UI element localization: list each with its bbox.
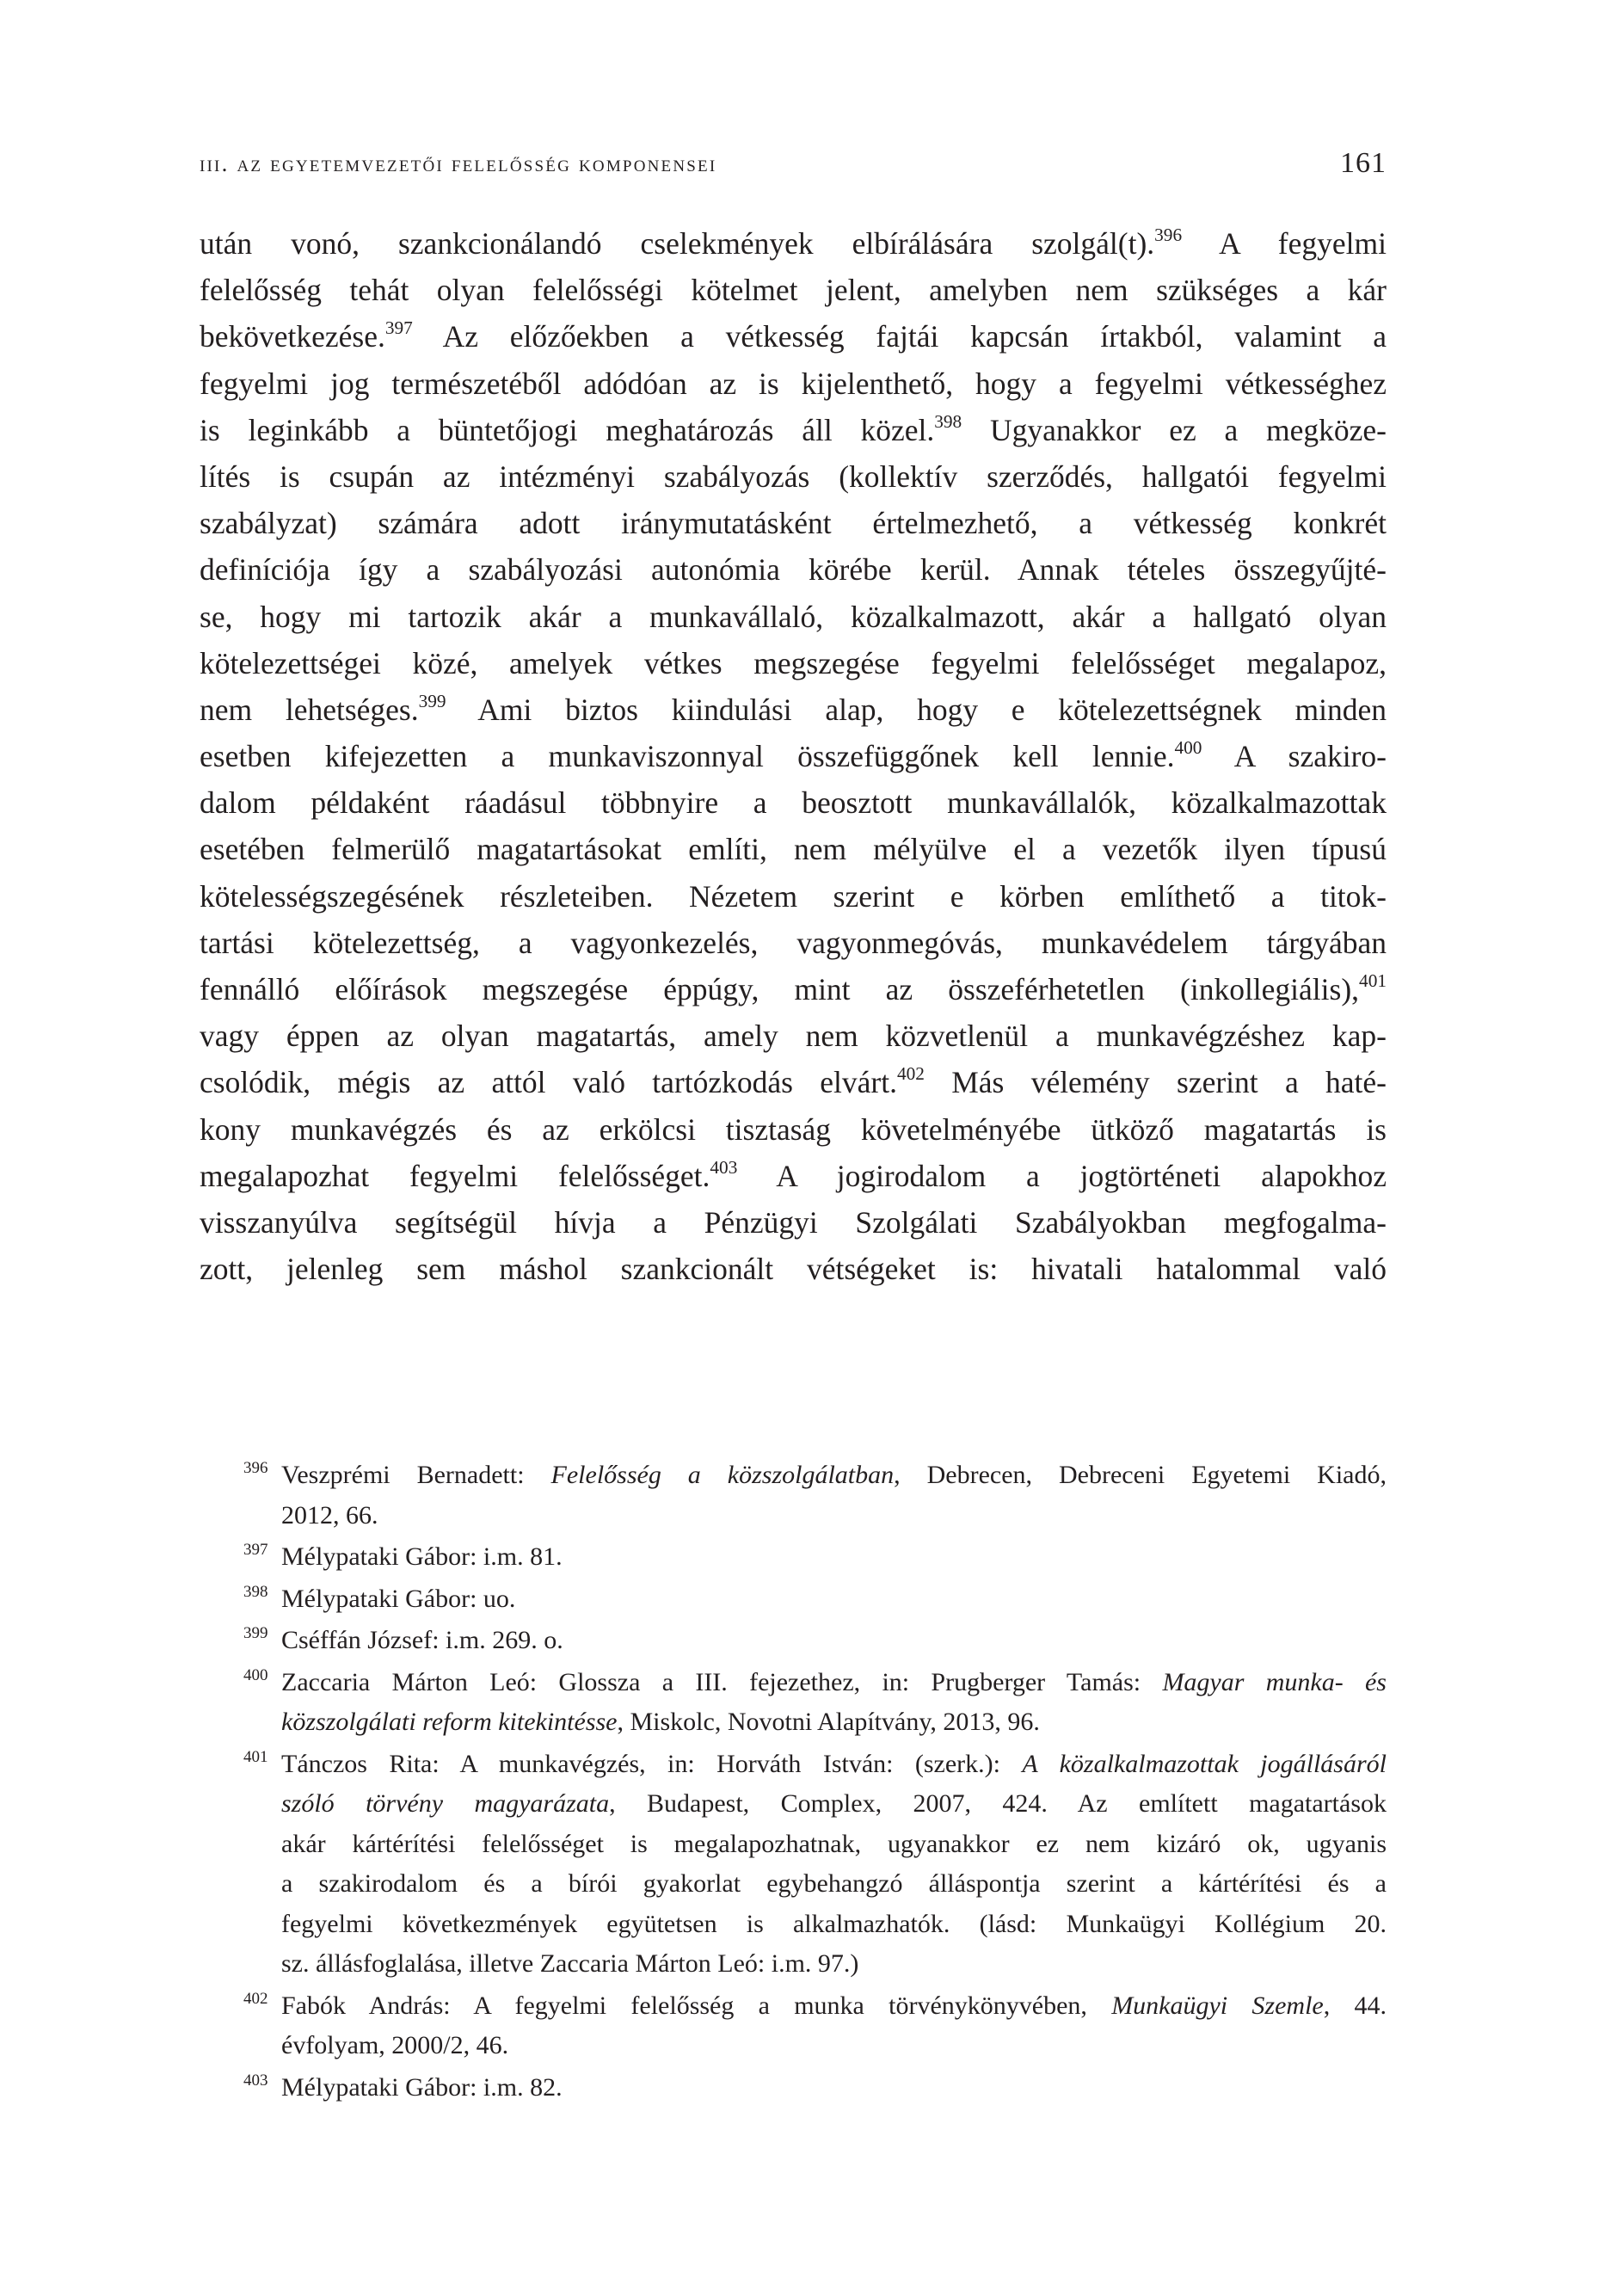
footnote-item bbox=[243, 2068, 1387, 2108]
text-run: , Debrecen, Debreceni Egyetemi Kiadó, bbox=[894, 1461, 1387, 1489]
text-run: kony munkavégzés és az erkölcsi tisztaság követelményébe ütköző magatartás is bbox=[200, 1111, 1387, 1147]
footnote-reference[interactable]: 399 bbox=[418, 690, 446, 711]
text-run: szabályzat) számára adott iránymutatásként értelmezhető, a vétkesség konkrét bbox=[200, 506, 1387, 541]
footnote-reference[interactable]: 402 bbox=[896, 1063, 925, 1085]
footnote-text bbox=[281, 1537, 1387, 1578]
text-run: kötelességszegésének részleteiben. Nézetem szerint e körben említhető a titok- bbox=[200, 878, 1387, 914]
footnotes bbox=[243, 1456, 1387, 2109]
footnote-reference[interactable]: 398 bbox=[934, 410, 962, 432]
text-run: A szakiro- bbox=[1202, 739, 1387, 774]
chapter-title: iii. az egyetemvezetői felelősség komponensei bbox=[200, 151, 717, 176]
footnote-number: 398 bbox=[243, 1582, 268, 1601]
footnote-line bbox=[281, 1579, 1387, 1620]
body-line bbox=[200, 686, 1387, 733]
text-run: , Budapest, Complex, 2007, 424. Az említett magatartások bbox=[609, 1789, 1387, 1818]
footnote-line bbox=[281, 1864, 1387, 1905]
body-line bbox=[200, 407, 1387, 453]
text-run: Ugyanakkor ez a megköze- bbox=[962, 412, 1387, 447]
body-line bbox=[200, 1153, 1387, 1199]
footnote-item bbox=[243, 1663, 1387, 1743]
text-run: A jogirodalom a jogtörténeti alapokhoz bbox=[737, 1158, 1387, 1193]
italic-title: Felelősség a közszolgálatban bbox=[550, 1461, 895, 1489]
body-line bbox=[200, 1246, 1387, 1292]
text-run: akár kártérítési felelősséget is megalapozhatnak, ugyanakkor ez nem kizáró ok, ugyanis bbox=[281, 1829, 1387, 1858]
footnote-number: 402 bbox=[243, 1989, 268, 2008]
footnote-item bbox=[243, 1986, 1387, 2066]
text-run: Más vélemény szerint a haté- bbox=[924, 1065, 1387, 1100]
body-line bbox=[200, 453, 1387, 500]
text-run: visszanyúlva segítségül hívja a Pénzügyi Szolgálati Szabályokban megfogalma- bbox=[200, 1204, 1387, 1240]
body-line bbox=[200, 826, 1387, 872]
footnote-number: 400 bbox=[243, 1665, 268, 1684]
footnote-text bbox=[281, 1456, 1387, 1536]
text-run: Veszprémi Bernadett: bbox=[281, 1461, 551, 1489]
text-run: vagy éppen az olyan magatartás, amely nem közvetlenül a munkavégzéshez kap- bbox=[200, 1019, 1387, 1054]
footnote-reference[interactable]: 401 bbox=[1359, 970, 1387, 992]
footnote-line bbox=[281, 1621, 1387, 1661]
text-run: Zaccaria Márton Leó: Glossza a III. fejezethez, in: Prugberger Tamás: bbox=[281, 1667, 1163, 1696]
text-run: esetben kifejezetten a munkaviszonnyal összefüggőnek kell lennie. bbox=[200, 739, 1175, 774]
text-run: csolódik, mégis az attól való tartózkodás elvárt. bbox=[200, 1065, 897, 1100]
text-run: után vonó, szankcionálandó cselekmények elbírálására szolgál(t). bbox=[200, 226, 1155, 261]
italic-title: A közalkalmazottak jogállásáról bbox=[1022, 1749, 1387, 1778]
footnote-line bbox=[281, 1537, 1387, 1578]
body-text bbox=[200, 220, 1387, 1292]
text-run: nem lehetséges. bbox=[200, 692, 419, 727]
body-line bbox=[200, 1013, 1387, 1059]
italic-title: Munkaügyi Szemle bbox=[1111, 1991, 1324, 2020]
body-line bbox=[200, 546, 1387, 593]
text-run: megalapozhat fegyelmi felelősséget. bbox=[200, 1158, 710, 1193]
footnote-text bbox=[281, 1986, 1387, 2066]
text-run: Fabók András: A fegyelmi felelősség a munka törvénykönyvében, bbox=[281, 1991, 1112, 2020]
text-run: esetében felmerülő magatartásokat említi, nem mélyülve el a vezetők ilyen típusú bbox=[200, 832, 1387, 867]
text-run: Tánczos Rita: A munkavégzés, in: Horváth István: (szerk.): bbox=[281, 1749, 1023, 1778]
text-run: lítés is csupán az intézményi szabályozás (kollektív szerződés, hallgatói fegyelmi bbox=[200, 459, 1387, 494]
footnote-line bbox=[281, 1986, 1387, 2027]
body-line bbox=[200, 966, 1387, 1013]
text-run: Ami biztos kiindulási alap, hogy e kötelezettségnek minden bbox=[446, 692, 1387, 727]
text-run: zott, jelenleg sem máshol szankcionált vétségeket is: hivatali hatalommal való bbox=[200, 1252, 1387, 1287]
text-run: Mélypataki Gábor: i.m. 82. bbox=[281, 2072, 563, 2102]
text-run: felelősség tehát olyan felelősségi kötelmet jelent, amelyben nem szükséges a kár bbox=[200, 273, 1387, 308]
footnote-text bbox=[281, 1663, 1387, 1743]
footnote-line bbox=[281, 2068, 1387, 2108]
text-run: 2012, 66. bbox=[281, 1500, 378, 1530]
footnote-line bbox=[281, 1825, 1387, 1865]
text-run: dalom példaként ráadásul többnyire a beosztott munkavállalók, közalkalmazottak bbox=[200, 785, 1387, 821]
footnote-item bbox=[243, 1745, 1387, 1985]
footnote-item bbox=[243, 1621, 1387, 1661]
footnote-text bbox=[281, 1621, 1387, 1661]
footnote-number: 399 bbox=[243, 1624, 268, 1642]
footnote-line bbox=[281, 1905, 1387, 1945]
text-run: , Miskolc, Novotni Alapítvány, 2013, 96. bbox=[617, 1708, 1040, 1736]
italic-title: közszolgálati reform kitekintésse bbox=[281, 1708, 618, 1736]
text-run: sz. állásfoglalása, illetve Zaccaria Márton Leó: i.m. 97.) bbox=[281, 1949, 859, 1978]
text-run: , 44. bbox=[1323, 1991, 1387, 2020]
page-number: 161 bbox=[1340, 147, 1387, 179]
body-line bbox=[200, 779, 1387, 826]
body-line bbox=[200, 313, 1387, 360]
italic-title: Magyar munka- és bbox=[1162, 1667, 1387, 1696]
text-run: fennálló előírások megszegése éppúgy, mint az összeférhetetlen (inkollegiális), bbox=[200, 972, 1360, 1006]
footnote-item bbox=[243, 1537, 1387, 1578]
footnote-line bbox=[281, 2026, 1387, 2066]
body-line bbox=[200, 873, 1387, 920]
text-run: Mélypataki Gábor: uo. bbox=[281, 1584, 516, 1613]
footnote-line bbox=[281, 1663, 1387, 1703]
footnote-number: 401 bbox=[243, 1747, 268, 1766]
text-run: a szakirodalom és a bírói gyakorlat egybehangzó álláspontja szerint a kártérítési és a bbox=[281, 1869, 1387, 1898]
footnote-number: 403 bbox=[243, 2071, 268, 2090]
text-run: bekövetkezése. bbox=[200, 319, 385, 354]
body-line bbox=[200, 920, 1387, 966]
footnote-reference[interactable]: 396 bbox=[1154, 225, 1183, 246]
body-line bbox=[200, 500, 1387, 546]
body-line bbox=[200, 1106, 1387, 1153]
footnote-text bbox=[281, 1579, 1387, 1620]
text-run: kötelezettségei közé, amelyek vétkes megszegése fegyelmi felelősséget megalapoz, bbox=[200, 645, 1387, 680]
running-head bbox=[200, 145, 1387, 182]
footnote-reference[interactable]: 397 bbox=[384, 317, 413, 339]
footnote-line bbox=[281, 1784, 1387, 1825]
text-run: évfolyam, 2000/2, 46. bbox=[281, 2031, 509, 2059]
footnote-line bbox=[281, 1702, 1387, 1743]
text-run: definíciója így a szabályozási autonómia körébe kerül. Annak tételes összegyűjté- bbox=[200, 552, 1387, 588]
footnote-number: 397 bbox=[243, 1541, 268, 1559]
footnote-line bbox=[281, 1496, 1387, 1536]
body-line bbox=[200, 1199, 1387, 1246]
text-run: fegyelmi következmények együtetsen is alkalmazhatók. (lásd: Munkaügyi Kollégium 20. bbox=[281, 1909, 1387, 1938]
italic-title: szóló törvény magyarázata bbox=[281, 1789, 610, 1818]
text-run: fegyelmi jog természetéből adódóan az is kijelenthető, hogy a fegyelmi vétkességhez bbox=[200, 366, 1387, 401]
body-line bbox=[200, 1059, 1387, 1105]
body-line bbox=[200, 733, 1387, 779]
text-run: tartási kötelezettség, a vagyonkezelés, vagyonmegóvás, munkavédelem tárgyában bbox=[200, 925, 1387, 960]
footnote-number: 396 bbox=[243, 1459, 268, 1477]
text-run: Cséffán József: i.m. 269. o. bbox=[281, 1626, 563, 1654]
body-line bbox=[200, 640, 1387, 686]
body-line bbox=[200, 360, 1387, 407]
footnote-text bbox=[281, 2068, 1387, 2108]
footnote-item bbox=[243, 1456, 1387, 1536]
body-line bbox=[200, 594, 1387, 640]
footnote-item bbox=[243, 1579, 1387, 1620]
text-run: Az előzőekben a vétkesség fajtái kapcsán írtakból, valamint a bbox=[412, 319, 1387, 354]
footnote-reference[interactable]: 400 bbox=[1174, 737, 1202, 759]
footnote-line bbox=[281, 1944, 1387, 1985]
text-run: Mélypataki Gábor: i.m. 81. bbox=[281, 1542, 563, 1571]
body-line bbox=[200, 267, 1387, 313]
text-run: A fegyelmi bbox=[1182, 226, 1387, 261]
text-run: is leginkább a büntetőjogi meghatározás áll közel. bbox=[200, 412, 935, 447]
footnote-text bbox=[281, 1745, 1387, 1985]
text-run: se, hogy mi tartozik akár a munkavállaló, közalkalmazott, akár a hallgató olyan bbox=[200, 599, 1387, 634]
body-line bbox=[200, 220, 1387, 267]
footnote-line bbox=[281, 1745, 1387, 1785]
footnote-reference[interactable]: 403 bbox=[710, 1156, 738, 1178]
footnote-line bbox=[281, 1456, 1387, 1496]
